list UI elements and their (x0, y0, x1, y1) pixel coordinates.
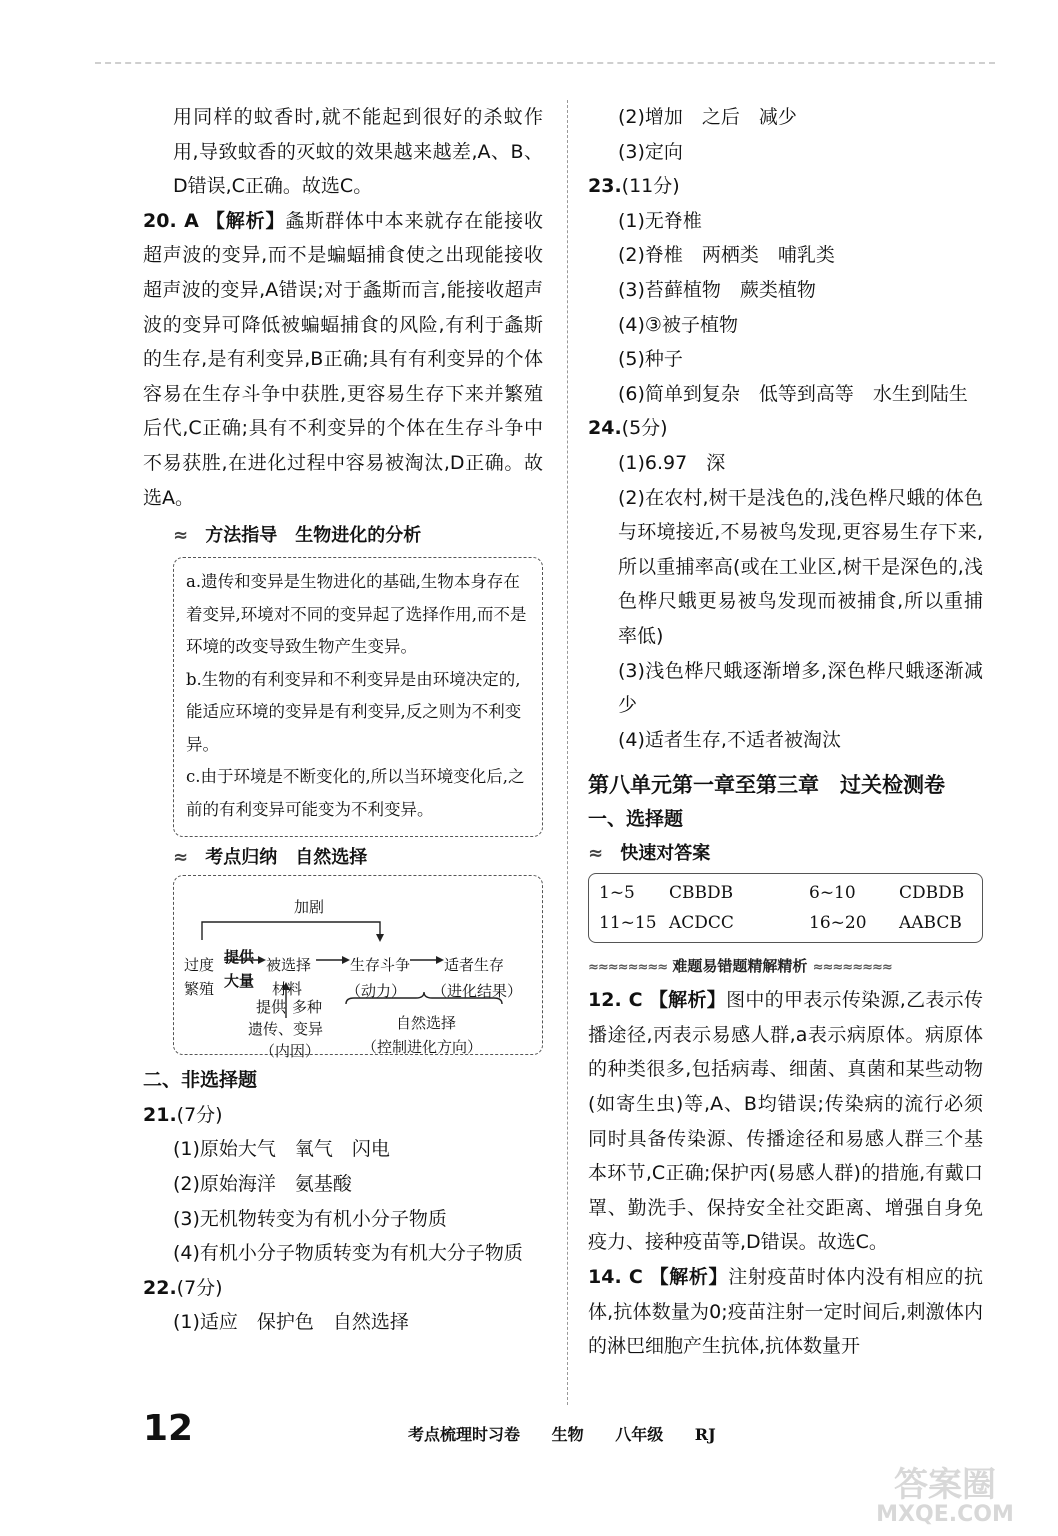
q14-text: 注射疫苗时体内没有相应的抗体,抗体数量为0;疫苗注射一定时间后,刺激体内的淋巴细胞产生抗体,抗体数量开 (588, 1266, 983, 1358)
footer-subject: 生物 (551, 1425, 584, 1444)
q21-answer-2: (2)原始海洋 氨基酸 (173, 1172, 352, 1195)
quick-answer-title: 快速对答案 (620, 843, 711, 865)
q12-text: 图中的甲表示传染源,乙表示传播途径,丙表示易感人群,a表示病原体。病原体的种类很多,包括病毒、细菌、真菌和某些动物(如寄生虫)等,A、B均错误;传染病的流行必须同时具备传染源、传播途径和易感人群三个基本环节,C正确;保护丙(易感人群)的措施,有戴口罩、勤洗手、保持安全社交距离、增强自身免疫力、接种疫苗等,D错误。故选C。 (588, 989, 983, 1254)
diagram-label-survival: 适者生存 (444, 956, 505, 975)
quick-answer-box (588, 873, 983, 943)
section-non-choice: 二、非选择题 (143, 1069, 258, 1092)
method-guide-box (173, 557, 543, 837)
answer-row (599, 878, 972, 908)
key-point-heading (173, 843, 543, 873)
footer-grade: 八年级 (615, 1425, 664, 1444)
footer-info (408, 1422, 742, 1445)
q21-number: 21. (143, 1103, 177, 1126)
q22-number: 22. (143, 1276, 177, 1299)
right-column (588, 100, 983, 1364)
q24-answer-2: (2)在农村,树干是浅色的,浅色桦尺蛾的体色与环境接近,不易被鸟发现,更容易生存下来,所以重捕率高(或在工业区,树干是深色的,浅色桦尺蛾更易被鸟发现而被捕食,所以重捕率低) (618, 486, 983, 647)
section-choice: 一、选择题 (588, 808, 684, 831)
diagram-label-struggle: 生存斗争 (350, 956, 411, 975)
method-guide-heading (173, 521, 543, 551)
q19-continuation: 用同样的蚊香时,就不能起到很好的杀蚊作用,导致蚊香的灭蚊的效果越来越差,A、B、D错误,C正确。故选C。 (173, 106, 543, 198)
diagram-label-reproduce: 繁殖 (184, 980, 215, 999)
diagram-label-large: 大量 (224, 972, 255, 991)
q23-header (588, 169, 983, 204)
q14 (588, 1260, 983, 1364)
diagram-label-excess: 过度 (184, 956, 215, 975)
diagram-label-provide2: 提供 (256, 998, 287, 1017)
q23-score: (11分) (621, 175, 680, 198)
diagram-label-selection: 自然选择 (396, 1014, 457, 1033)
q23-answer-3: (3)苔藓植物 蕨类植物 (618, 278, 816, 301)
quick-answer-heading (588, 839, 983, 869)
diagram-label-heredity: 遗传、变异 (248, 1020, 324, 1039)
left-column (143, 100, 543, 1340)
site-watermark (840, 1465, 1050, 1530)
answer-range: 11~15 (599, 913, 657, 934)
q23-number: 23. (588, 175, 622, 198)
q12-number: 12. C (588, 989, 643, 1012)
q14-number: 14. C (588, 1266, 643, 1289)
method-guide-title: 方法指导 生物进化的分析 (205, 525, 422, 547)
wave-icon: ≈ (173, 525, 187, 547)
natural-selection-diagram (173, 875, 543, 1061)
method-point-b: b.生物的有利变异和不利变异是由环境决定的,能适应环境的变异是有利变异,反之则为不利变异。 (186, 669, 522, 754)
wave-decoration: ≈≈≈≈≈≈≈≈ (588, 960, 668, 976)
q22-score: (7分) (176, 1276, 223, 1299)
q23-answer-4: (4)③被子植物 (618, 313, 738, 336)
column-divider (567, 100, 568, 1405)
answer-letters: ACDCC (669, 913, 734, 934)
diagram-label-result: （进化结果） (432, 982, 523, 1001)
q20 (143, 204, 543, 515)
q23-answer-2: (2)脊椎 两栖类 哺乳类 (618, 244, 835, 267)
q21-header (143, 1098, 543, 1133)
diagram-label-various: 多种 (292, 998, 323, 1017)
answer-letters: CDBDB (899, 883, 965, 904)
diagram-label-power: （动力） (346, 982, 407, 1001)
watermark-logo-text: 答案圈 (894, 1465, 996, 1505)
diagram-label-direction: （控制进化方向） (362, 1038, 483, 1057)
footer-edition: RJ (694, 1425, 716, 1444)
q12 (588, 983, 983, 1260)
answer-letters: CBBDB (669, 883, 734, 904)
diagram-label-selected: 被选择 (266, 956, 312, 975)
method-point-a: a.遗传和变异是生物进化的基础,生物本身存在着变异,环境对不同的变异起了选择作用,而不是环境的改变导致生物产生变异。 (186, 572, 527, 657)
answer-range: 6~10 (809, 883, 856, 904)
q22-answer-3: (3)定向 (618, 140, 683, 163)
test-title: 第八单元第一章至第三章 过关检测卷 (588, 773, 945, 798)
wave-icon: ≈ (588, 843, 602, 865)
page-number: 12 (143, 1408, 194, 1449)
q21-answer-4: (4)有机小分子物质转变为有机大分子物质 (173, 1242, 523, 1265)
q22-answer-1: (1)适应 保护色 自然选择 (173, 1311, 409, 1334)
q14-tag: 【解析】 (649, 1266, 729, 1289)
q20-tag: 【解析】 (205, 209, 286, 232)
q24-answer-1: (1)6.97 深 (618, 451, 726, 474)
footer-book: 考点梳理时习卷 (408, 1425, 521, 1444)
q20-text: 螽斯群体中本来就存在能接收超声波的变异,而不是蝙蝠捕食使之出现能接收超声波的变异,A错误;对于螽斯而言,能接收超声波的变异可降低被蝙蝠捕食的风险,有利于螽斯的生存,是有利变异,B正确;具有有利变异的个体容易在生存斗争中获胜,更容易生存下来并繁殖后代,C正确;具有不利变异的个体在生存斗争中不易获胜,在进化过程中容易被淘汰,D正确。故选A。 (143, 209, 543, 509)
hard-questions-title: 难题易错题精解精析 (672, 957, 808, 976)
key-point-title: 考点归纳 自然选择 (205, 847, 368, 869)
answer-range: 1~5 (599, 883, 635, 904)
diagram-label-provide: 提供 (224, 948, 255, 967)
q21-answer-1: (1)原始大气 氧气 闪电 (173, 1138, 390, 1161)
hard-questions-heading (588, 951, 983, 983)
diagram-label-internal: （内因） (260, 1042, 321, 1061)
q22-answer-2: (2)增加 之后 减少 (618, 106, 797, 128)
top-decoration (95, 62, 995, 78)
q24-answer-4: (4)适者生存,不适者被淘汰 (618, 728, 841, 751)
watermark-url: MXQE.COM (876, 1502, 1014, 1527)
q23-answer-5: (5)种子 (618, 348, 683, 371)
q12-tag: 【解析】 (648, 989, 727, 1012)
q23-answer-1: (1)无脊椎 (618, 209, 702, 232)
q24-number: 24. (588, 417, 622, 440)
q24-score: (5分) (621, 417, 668, 440)
q21-score: (7分) (176, 1103, 223, 1126)
q22-header (143, 1271, 543, 1306)
q23-answer-6: (6)简单到复杂 低等到高等 水生到陆生 (618, 382, 968, 405)
answer-row (599, 908, 972, 938)
method-point-c: c.由于环境是不断变化的,所以当环境变化后,之前的有利变异可能变为不利变异。 (186, 767, 525, 819)
q20-number: 20. A (143, 209, 199, 232)
wave-icon: ≈ (173, 847, 187, 869)
q24-answer-3: (3)浅色桦尺蛾逐渐增多,深色桦尺蛾逐渐减少 (618, 659, 983, 717)
wave-decoration: ≈≈≈≈≈≈≈≈ (812, 960, 892, 976)
q21-answer-3: (3)无机物转变为有机小分子物质 (173, 1207, 447, 1230)
answer-range: 16~20 (809, 913, 867, 934)
diagram-label-intensify: 加剧 (294, 898, 325, 917)
q24-header (588, 411, 983, 446)
page-footer (143, 1408, 963, 1456)
answer-letters: AABCB (899, 913, 962, 934)
diagram-label-material: 材料 (272, 980, 303, 999)
